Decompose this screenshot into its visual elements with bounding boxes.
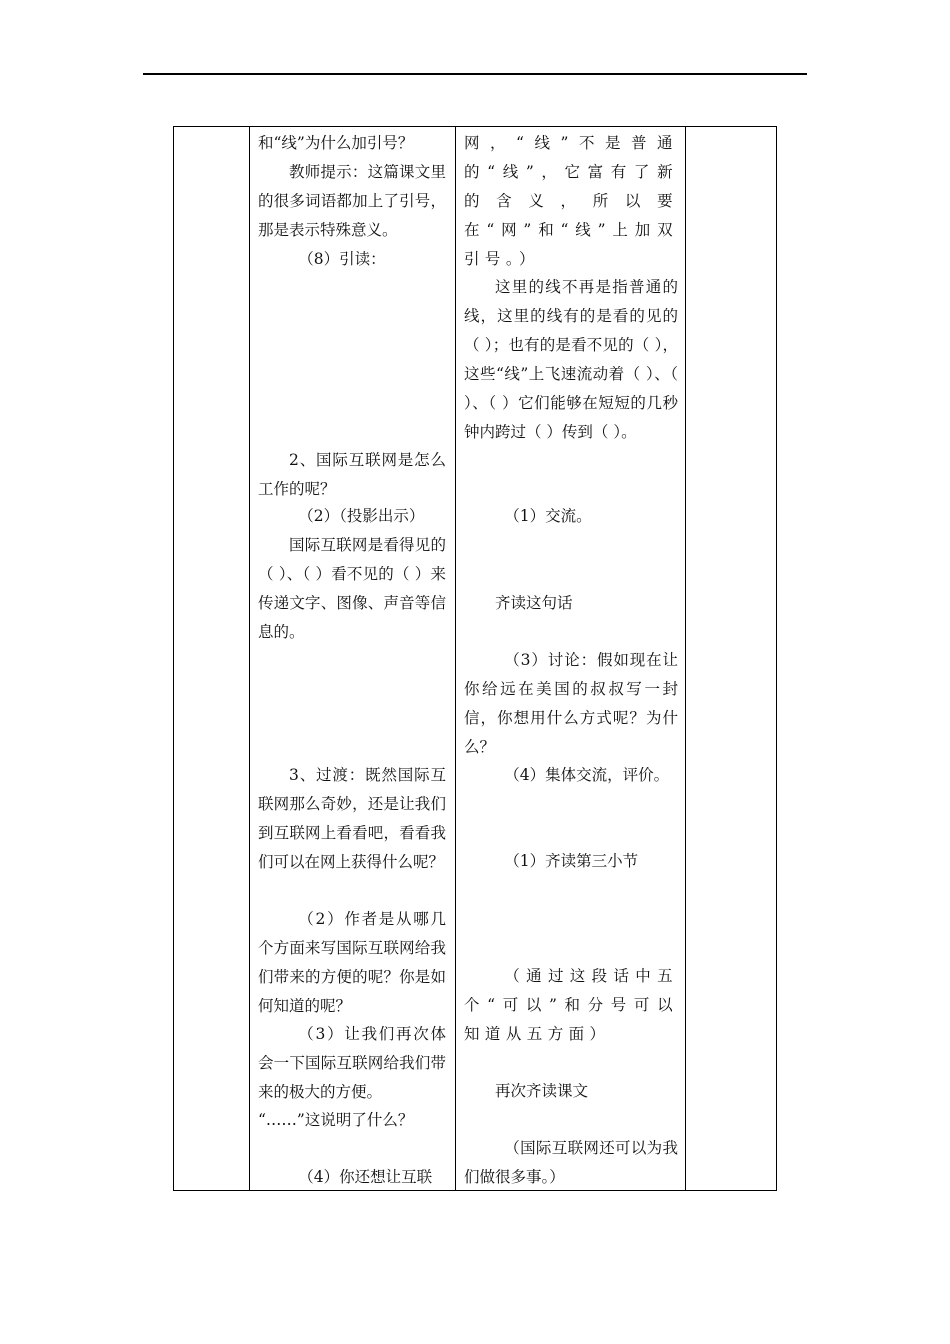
column-divider (685, 127, 686, 1190)
teacher-text: “……”这说明了什么？ (258, 1111, 414, 1129)
student-text: （3）讨论：假如现在让你给远在美国的叔叔写一封信，你想用什么方式呢？为什么？ (464, 651, 678, 756)
teacher-text: 3、过渡：既然国际互联网那么奇妙，还是让我们到互联网上看看吧，看看我们可以在网上获得什么呢？ (258, 766, 446, 871)
teacher-text: （2）（投影出示） (298, 507, 425, 525)
teacher-text: （4）你还想让互联 (298, 1168, 433, 1186)
column-divider (455, 127, 456, 1190)
column-divider (249, 127, 250, 1190)
teacher-text: 2、国际互联网是怎么工作的呢？ (258, 451, 446, 498)
student-text: 这里的线不再是指普通的线，这里的线有的是看的见的（ ）；也有的是看不见的（ ），这些“线”上飞速流动着（ ）、（ ）、（ ）它们能够在短短的几秒钟内跨过（ ）传到（ ）。 (464, 278, 678, 441)
student-text: 齐读这句话 (495, 594, 573, 612)
teacher-text: 和“线”为什么加引号？ (258, 134, 414, 152)
student-text: （1）齐读第三小节 (504, 852, 639, 870)
teacher-text: （8）引读： (298, 250, 386, 268)
teacher-hint: 教师提示：这篇课文里的很多词语都加上了引号，那是表示特殊意义。 (258, 163, 446, 239)
teacher-text: 国际互联网是看得见的（ ）、（ ）看不见的（ ）来传递文字、图像、声音等信息的。 (258, 536, 446, 641)
teacher-activity-column (258, 127, 446, 1190)
header-rule (143, 73, 807, 75)
student-text: （1）交流。 (504, 507, 592, 525)
student-text: 再次齐读课文 (495, 1082, 589, 1100)
student-text: 网，“线”不是普通的“线”，它富有了新的含义，所以要在“网”和“线”上加双引号。） (464, 134, 678, 268)
student-text: （4）集体交流，评价。 (504, 766, 670, 784)
student-text: （国际互联网还可以为我们做很多事。） (464, 1139, 678, 1186)
lesson-plan-table (173, 126, 777, 1191)
teacher-text: （3）让我们再次体会一下国际互联网给我们带来的极大的方便。 (258, 1025, 446, 1101)
student-text: （通过这段话中五个“可以”和分号可以知道从五方面） (464, 967, 678, 1043)
teacher-text: （2）作者是从哪几个方面来写国际互联网给我们带来的方便的呢？你是如何知道的呢？ (258, 910, 446, 1015)
student-activity-column (464, 127, 678, 1190)
